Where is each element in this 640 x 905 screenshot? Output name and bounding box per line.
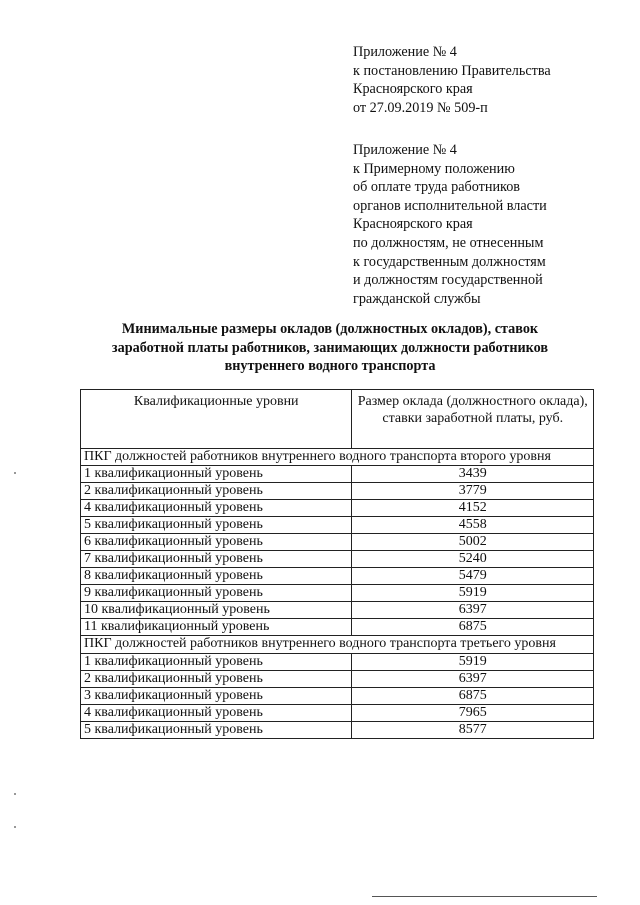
- salary-cell: 6875: [352, 619, 594, 636]
- title-line: Минимальные размеры окладов (должностных окладов), ставок: [121, 321, 539, 337]
- scan-dot: [14, 826, 16, 828]
- title-line: заработной платы работников, занимающих должности работников: [111, 339, 549, 356]
- salary-cell: 6397: [352, 602, 594, 619]
- header-line: к государственным должностям: [353, 253, 546, 270]
- salary-cell: 3779: [352, 483, 594, 500]
- appendix-header-regulation: [353, 141, 623, 308]
- table-row: [81, 670, 594, 687]
- table-row: [81, 687, 594, 704]
- salary-cell: 6397: [352, 670, 594, 687]
- table-row: [81, 551, 594, 568]
- header-levels: Квалификационные уровни: [81, 390, 352, 449]
- level-cell: 2 квалификационный уровень: [81, 670, 352, 687]
- level-cell: 1 квалификационный уровень: [81, 466, 352, 483]
- level-cell: 5 квалификационный уровень: [81, 721, 352, 738]
- table-header-row: [81, 390, 594, 449]
- header-line: Красноярского края: [353, 216, 473, 233]
- salary-cell: 3439: [352, 466, 594, 483]
- header-salary: Размер оклада (должностного оклада), ставки заработной платы, руб.: [352, 390, 594, 449]
- header-line: и должностям государственной: [353, 272, 543, 289]
- header-line: по должностям, не отнесенным: [353, 234, 544, 251]
- salary-table: [80, 389, 594, 739]
- level-cell: 7 квалификационный уровень: [81, 551, 352, 568]
- salary-cell: 4558: [352, 517, 594, 534]
- level-cell: 9 квалификационный уровень: [81, 585, 352, 602]
- level-cell: 6 квалификационный уровень: [81, 534, 352, 551]
- level-cell: 8 квалификационный уровень: [81, 568, 352, 585]
- header-line: от 27.09.2019 № 509-п: [353, 99, 488, 116]
- group-title: ПКГ должностей работников внутреннего водного транспорта третьего уровня: [81, 636, 594, 654]
- header-line: к постановлению Правительства: [353, 62, 551, 79]
- salary-cell: 5002: [352, 534, 594, 551]
- appendix-header-resolution: [353, 43, 623, 117]
- table-row: [81, 721, 594, 738]
- table-row: [81, 704, 594, 721]
- document-title: [60, 320, 600, 376]
- table-row: [81, 517, 594, 534]
- header-line: Приложение № 4: [353, 142, 457, 158]
- level-cell: 4 квалификационный уровень: [81, 500, 352, 517]
- group-row: [81, 449, 594, 466]
- salary-cell: 6875: [352, 687, 594, 704]
- header-line: гражданской службы: [353, 290, 481, 307]
- header-line: Приложение № 4: [353, 44, 457, 60]
- salary-cell: 8577: [352, 721, 594, 738]
- header-line: к Примерному положению: [353, 160, 515, 177]
- level-cell: 3 квалификационный уровень: [81, 687, 352, 704]
- header-line: органов исполнительной власти: [353, 197, 547, 214]
- table-row: [81, 534, 594, 551]
- table-row: [81, 500, 594, 517]
- salary-cell: 5479: [352, 568, 594, 585]
- level-cell: 11 квалификационный уровень: [81, 619, 352, 636]
- table-row: [81, 653, 594, 670]
- level-cell: 5 квалификационный уровень: [81, 517, 352, 534]
- level-cell: 10 квалификациoнный уровень: [81, 602, 352, 619]
- group-title: ПКГ должностей работников внутреннего водного транспорта второго уровня: [81, 449, 594, 466]
- header-line: Красноярского края: [353, 81, 473, 98]
- salary-cell: 4152: [352, 500, 594, 517]
- table-row: [81, 602, 594, 619]
- scan-dot: [14, 793, 16, 795]
- salary-cell: 7965: [352, 704, 594, 721]
- group-row: [81, 636, 594, 654]
- level-cell: 4 квалификационный уровень: [81, 704, 352, 721]
- salary-cell: 5240: [352, 551, 594, 568]
- table-row: [81, 585, 594, 602]
- table-row: [81, 466, 594, 483]
- table-row: [81, 568, 594, 585]
- table-row: [81, 483, 594, 500]
- table-row: [81, 619, 594, 636]
- salary-cell: 5919: [352, 585, 594, 602]
- scan-line: [372, 896, 597, 897]
- level-cell: 2 квалификационный уровень: [81, 483, 352, 500]
- header-line: об оплате труда работников: [353, 179, 521, 196]
- salary-cell: 5919: [352, 653, 594, 670]
- scan-dot: [14, 472, 16, 474]
- level-cell: 1 квалификационный уровень: [81, 653, 352, 670]
- title-line: внутреннего водного транспорта: [224, 358, 436, 375]
